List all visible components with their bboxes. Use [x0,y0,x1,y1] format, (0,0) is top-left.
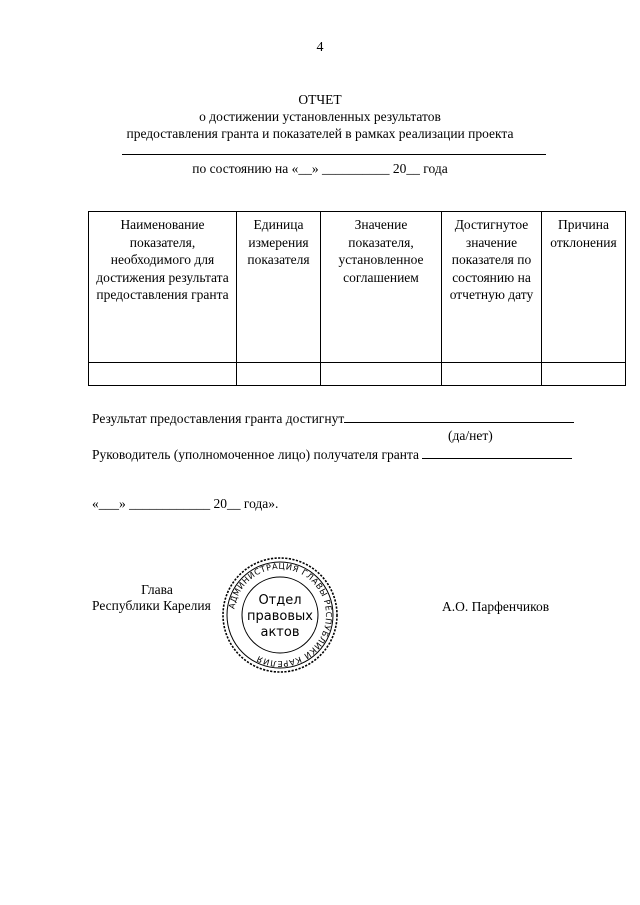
title-line-1: ОТЧЕТ [298,92,342,107]
result-achieved-blank[interactable] [344,409,574,423]
table-cell[interactable] [542,363,626,386]
stamp-center-line-3: актов [260,625,300,640]
stamp-ring-text: АДМИНИСТРАЦИЯ ГЛАВЫ РЕСПУБЛИКИ КАРЕЛИЯ [226,560,335,670]
head-blank[interactable] [422,445,572,459]
position-line-2: Республики Карелия [92,598,211,614]
header-achieved-value: Достигнутое значение показателя по состоянию на отчетную дату [442,212,542,363]
table-row [89,363,626,386]
title-line-3: предоставления гранта и показателей в рамках реализации проекта [126,126,514,141]
signatory-name: А.О. Парфенчиков [442,599,550,614]
table-cell[interactable] [89,363,237,386]
table-cell[interactable] [442,363,542,386]
position-line-1: Глава [141,582,173,597]
as-of-date-line: по состоянию на «__» __________ 20__ года [192,161,448,176]
header-indicator-name: Наименование показателя, необходимого для достижения результата предоставления гранта [89,212,237,363]
header-planned-value: Значение показателя, установленное соглашением [321,212,442,363]
indicators-table [88,211,626,386]
legal-department-stamp [221,556,339,674]
page-number: 4 [316,40,324,55]
header-deviation-reason: Причина отклонения [542,212,626,363]
stamp-center-line-2: правовых [247,609,313,624]
result-achieved-label: Результат предоставления гранта достигнут [92,411,345,426]
table-header-row [89,212,626,363]
recipient-blank-line [122,154,546,155]
footer-date: «___» ____________ 20__ года». [92,496,279,511]
head-label: Руководитель (уполномоченное лицо) получателя гранта [92,447,420,462]
result-achieved-line [92,409,574,427]
table-cell[interactable] [321,363,442,386]
title-line-2: о достижении установленных результатов [199,109,441,124]
table-cell[interactable] [237,363,321,386]
signatory-position [92,582,222,614]
header-unit: Единица измерения показателя [237,212,321,363]
result-hint: (да/нет) [448,428,493,443]
stamp-center-line-1: Отдел [258,593,302,608]
head-signature-line [92,445,572,463]
report-title [60,92,580,143]
